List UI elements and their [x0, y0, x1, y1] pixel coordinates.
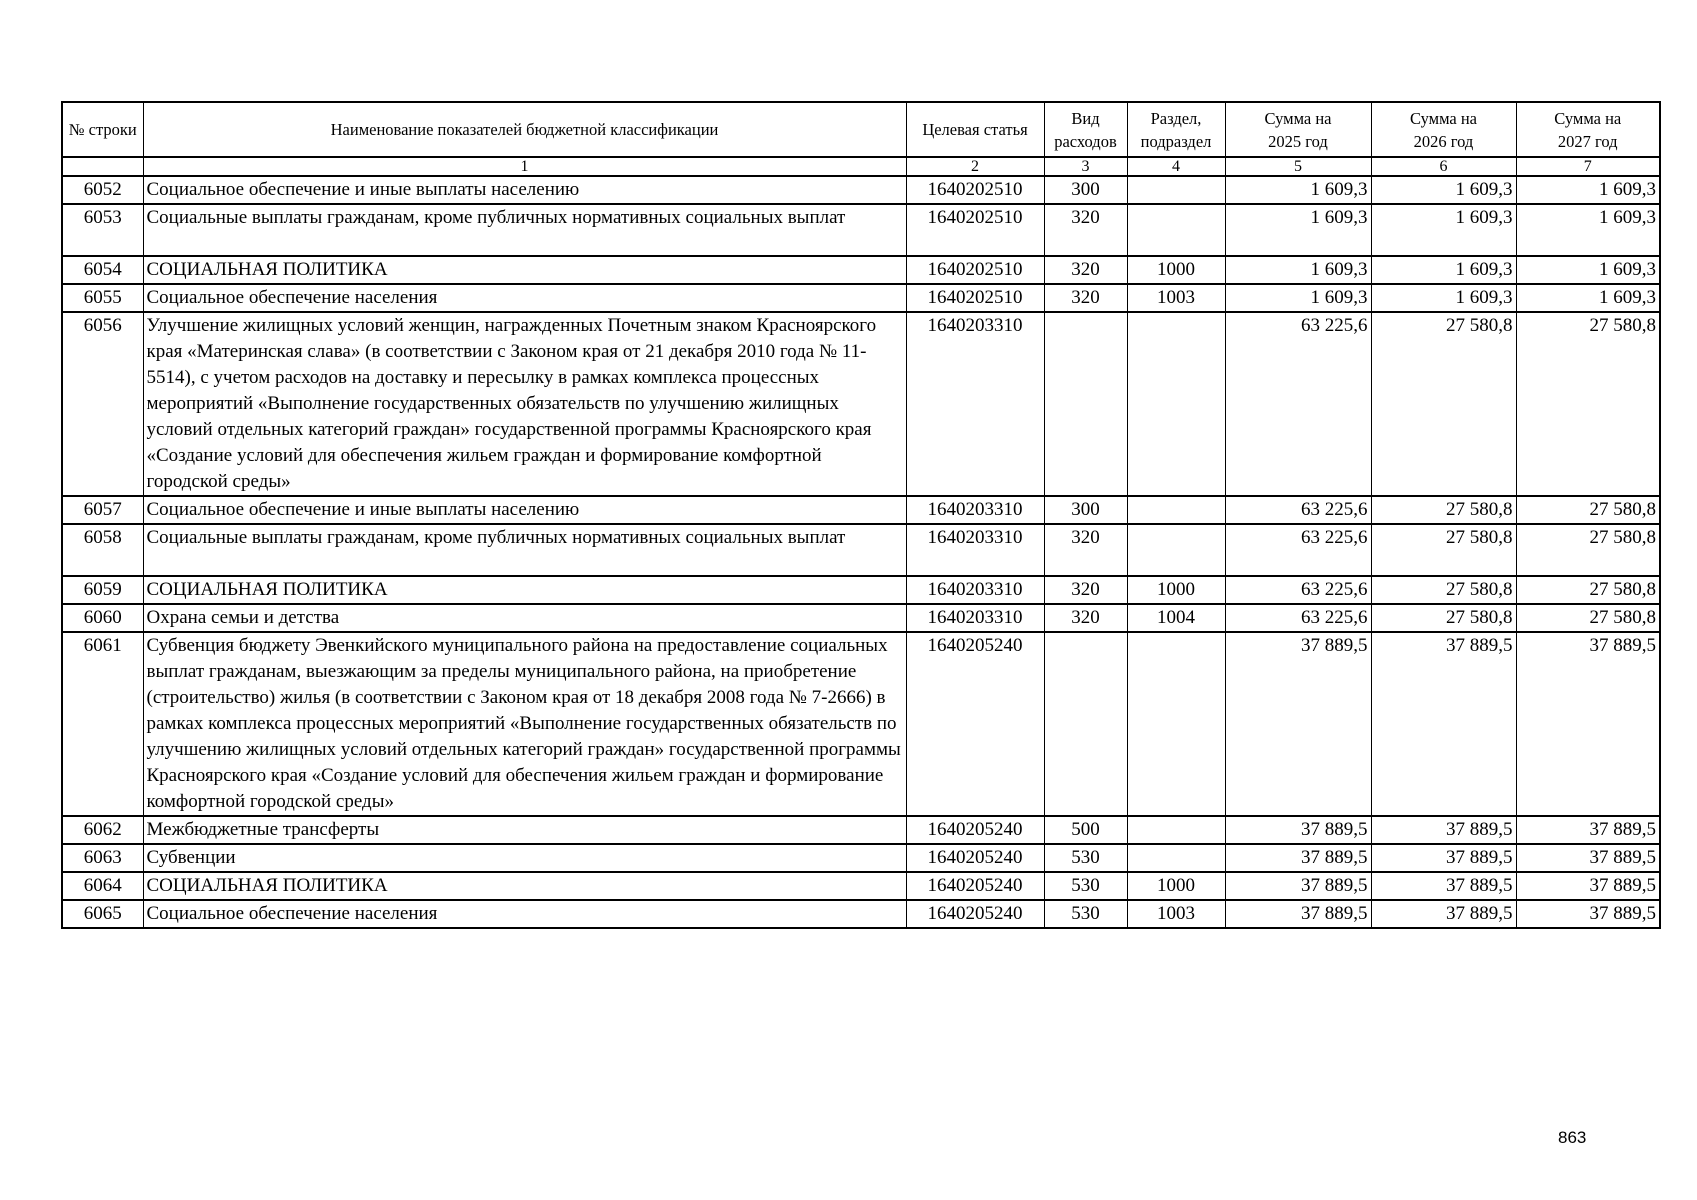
target-article-cell: 1640203310	[906, 524, 1044, 576]
section-cell: 1000	[1127, 256, 1225, 284]
sum-2026-cell: 1 609,3	[1371, 176, 1516, 204]
section-cell: 1000	[1127, 872, 1225, 900]
sum-2025-cell: 1 609,3	[1225, 256, 1371, 284]
sum-2026-cell: 1 609,3	[1371, 204, 1516, 256]
column-number: 7	[1516, 157, 1660, 176]
expense-kind-cell: 320	[1044, 576, 1127, 604]
header-row	[62, 102, 1660, 157]
target-article-cell: 1640205240	[906, 872, 1044, 900]
table-row	[62, 524, 1660, 576]
table-row	[62, 256, 1660, 284]
header-row-number-label: № строки	[68, 120, 137, 139]
column-numbers-row	[62, 157, 1660, 176]
row-number-cell: 6057	[62, 496, 143, 524]
expense-kind-cell: 320	[1044, 204, 1127, 256]
section-cell: 1003	[1127, 900, 1225, 928]
sum-2026-cell: 27 580,8	[1371, 496, 1516, 524]
expense-kind-cell	[1044, 312, 1127, 496]
sum-2025-cell: 37 889,5	[1225, 632, 1371, 816]
table-row	[62, 604, 1660, 632]
table-row	[62, 496, 1660, 524]
sum-2026-cell: 37 889,5	[1371, 900, 1516, 928]
header-row-number	[62, 102, 143, 157]
sum-2027-cell: 1 609,3	[1516, 256, 1660, 284]
indicator-name-cell: Охрана семьи и детства	[143, 604, 906, 632]
sum-2025-cell: 1 609,3	[1225, 284, 1371, 312]
sum-2026-cell: 37 889,5	[1371, 844, 1516, 872]
section-cell	[1127, 844, 1225, 872]
table-row	[62, 176, 1660, 204]
header-section	[1127, 102, 1225, 157]
sum-2026-cell: 27 580,8	[1371, 312, 1516, 496]
row-number-cell: 6063	[62, 844, 143, 872]
section-cell	[1127, 312, 1225, 496]
header-target-label: Целевая статья	[922, 120, 1028, 139]
target-article-cell: 1640205240	[906, 844, 1044, 872]
row-number-cell: 6059	[62, 576, 143, 604]
header-sum-2025-line1: Сумма на	[1264, 108, 1332, 128]
section-cell: 1004	[1127, 604, 1225, 632]
sum-2026-cell: 37 889,5	[1371, 872, 1516, 900]
row-number-cell: 6056	[62, 312, 143, 496]
expense-kind-cell: 500	[1044, 816, 1127, 844]
table-row	[62, 844, 1660, 872]
header-sum-2027-line1: Сумма на	[1554, 108, 1622, 128]
header-sum-2025-line2: 2025 год	[1268, 131, 1328, 151]
section-cell	[1127, 632, 1225, 816]
indicator-name-cell: Субвенция бюджету Эвенкийского муниципального района на предоставление социальных выплат гражданам, выезжающим за пределы муниципального района, на приобретение (строительство) жилья (в соответствии с Законом края от 18 декабря 2008 года № 7-2666) в рамках комплекса процессных мероприятий «Выполнение государственных обязательств по улучшению жилищных условий отдельных категорий граждан» государственной программы Красноярского края «Создание условий для обеспечения жильем граждан и формирование комфортной городской среды»	[143, 632, 906, 816]
sum-2026-cell: 27 580,8	[1371, 576, 1516, 604]
sum-2026-cell: 1 609,3	[1371, 284, 1516, 312]
expense-kind-cell: 300	[1044, 496, 1127, 524]
indicator-name-cell: СОЦИАЛЬНАЯ ПОЛИТИКА	[143, 872, 906, 900]
sum-2025-cell: 63 225,6	[1225, 576, 1371, 604]
table-row	[62, 816, 1660, 844]
row-number-cell: 6055	[62, 284, 143, 312]
expense-kind-cell	[1044, 632, 1127, 816]
expense-kind-cell: 320	[1044, 604, 1127, 632]
target-article-cell: 1640205240	[906, 900, 1044, 928]
header-name-label: Наименование показателей бюджетной классификации	[330, 120, 719, 139]
indicator-name-cell: Социальное обеспечение и иные выплаты населению	[143, 176, 906, 204]
sum-2027-cell: 1 609,3	[1516, 284, 1660, 312]
header-section-line1: Раздел,	[1150, 108, 1202, 128]
header-kind-line1: Вид	[1071, 108, 1100, 128]
indicator-name-cell: Улучшение жилищных условий женщин, награжденных Почетным знаком Красноярского края «Материнская слава» (в соответствии с Законом края от 21 декабря 2010 года № 11-5514), с учетом расходов на доставку и пересылку в рамках комплекса процессных мероприятий «Выполнение государственных обязательств по улучшению жилищных условий отдельных категорий граждан» государственной программы Красноярского края «Создание условий для обеспечения жильем граждан и формирование комфортной городской среды»	[143, 312, 906, 496]
row-number-cell: 6061	[62, 632, 143, 816]
table-row	[62, 632, 1660, 816]
row-number-cell: 6052	[62, 176, 143, 204]
section-cell	[1127, 496, 1225, 524]
section-cell: 1003	[1127, 284, 1225, 312]
header-expense-kind	[1044, 102, 1127, 157]
sum-2025-cell: 37 889,5	[1225, 816, 1371, 844]
sum-2027-cell: 27 580,8	[1516, 576, 1660, 604]
column-number-empty	[62, 157, 143, 176]
column-number: 3	[1044, 157, 1127, 176]
sum-2025-cell: 63 225,6	[1225, 524, 1371, 576]
header-sum-2025	[1225, 102, 1371, 157]
expense-kind-cell: 320	[1044, 256, 1127, 284]
target-article-cell: 1640202510	[906, 256, 1044, 284]
sum-2026-cell: 1 609,3	[1371, 256, 1516, 284]
sum-2026-cell: 27 580,8	[1371, 524, 1516, 576]
indicator-name-cell: СОЦИАЛЬНАЯ ПОЛИТИКА	[143, 256, 906, 284]
sum-2025-cell: 1 609,3	[1225, 204, 1371, 256]
sum-2027-cell: 37 889,5	[1516, 816, 1660, 844]
indicator-name-cell: Межбюджетные трансферты	[143, 816, 906, 844]
expense-kind-cell: 530	[1044, 900, 1127, 928]
target-article-cell: 1640205240	[906, 632, 1044, 816]
indicator-name-cell: Социальные выплаты гражданам, кроме публичных нормативных социальных выплат	[143, 204, 906, 256]
row-number-cell: 6062	[62, 816, 143, 844]
sum-2027-cell: 27 580,8	[1516, 604, 1660, 632]
target-article-cell: 1640202510	[906, 176, 1044, 204]
expense-kind-cell: 530	[1044, 872, 1127, 900]
header-sum-2026-line1: Сумма на	[1410, 108, 1477, 128]
indicator-name-cell: СОЦИАЛЬНАЯ ПОЛИТИКА	[143, 576, 906, 604]
column-number: 5	[1225, 157, 1371, 176]
budget-table	[61, 101, 1661, 929]
table-row	[62, 872, 1660, 900]
sum-2027-cell: 37 889,5	[1516, 844, 1660, 872]
sum-2025-cell: 37 889,5	[1225, 844, 1371, 872]
expense-kind-cell: 320	[1044, 524, 1127, 576]
section-cell	[1127, 176, 1225, 204]
indicator-name-cell: Социальные выплаты гражданам, кроме публичных нормативных социальных выплат	[143, 524, 906, 576]
row-number-cell: 6054	[62, 256, 143, 284]
indicator-name-cell: Социальное обеспечение населения	[143, 900, 906, 928]
header-sum-2026	[1371, 102, 1516, 157]
sum-2027-cell: 37 889,5	[1516, 900, 1660, 928]
sum-2027-cell: 27 580,8	[1516, 312, 1660, 496]
section-cell	[1127, 204, 1225, 256]
sum-2025-cell: 63 225,6	[1225, 496, 1371, 524]
table-row	[62, 900, 1660, 928]
target-article-cell: 1640202510	[906, 284, 1044, 312]
row-number-cell: 6053	[62, 204, 143, 256]
row-number-cell: 6064	[62, 872, 143, 900]
table-row	[62, 284, 1660, 312]
header-sum-2026-line2: 2026 год	[1413, 131, 1474, 151]
indicator-name-cell: Социальное обеспечение населения	[143, 284, 906, 312]
row-number-cell: 6058	[62, 524, 143, 576]
sum-2027-cell: 37 889,5	[1516, 632, 1660, 816]
header-target-article	[906, 102, 1044, 157]
row-number-cell: 6065	[62, 900, 143, 928]
section-cell	[1127, 524, 1225, 576]
sum-2025-cell: 63 225,6	[1225, 604, 1371, 632]
table-row	[62, 576, 1660, 604]
row-number-cell: 6060	[62, 604, 143, 632]
table-row	[62, 204, 1660, 256]
section-cell	[1127, 816, 1225, 844]
header-name	[143, 102, 906, 157]
sum-2027-cell: 27 580,8	[1516, 496, 1660, 524]
indicator-name-cell: Социальное обеспечение и иные выплаты населению	[143, 496, 906, 524]
section-cell: 1000	[1127, 576, 1225, 604]
header-section-line2: подраздел	[1140, 131, 1212, 151]
header-sum-2027-line2: 2027 год	[1557, 131, 1618, 151]
sum-2026-cell: 37 889,5	[1371, 632, 1516, 816]
sum-2025-cell: 63 225,6	[1225, 312, 1371, 496]
column-number: 2	[906, 157, 1044, 176]
sum-2026-cell: 27 580,8	[1371, 604, 1516, 632]
column-number: 4	[1127, 157, 1225, 176]
sum-2027-cell: 37 889,5	[1516, 872, 1660, 900]
header-sum-2027	[1516, 102, 1660, 157]
target-article-cell: 1640203310	[906, 604, 1044, 632]
table-row	[62, 312, 1660, 496]
indicator-name-cell: Субвенции	[143, 844, 906, 872]
expense-kind-cell: 530	[1044, 844, 1127, 872]
column-number: 1	[143, 157, 906, 176]
target-article-cell: 1640203310	[906, 312, 1044, 496]
target-article-cell: 1640203310	[906, 576, 1044, 604]
target-article-cell: 1640205240	[906, 816, 1044, 844]
sum-2025-cell: 37 889,5	[1225, 900, 1371, 928]
expense-kind-cell: 300	[1044, 176, 1127, 204]
sum-2026-cell: 37 889,5	[1371, 816, 1516, 844]
page-number: 863	[1558, 1128, 1587, 1147]
sum-2025-cell: 37 889,5	[1225, 872, 1371, 900]
sum-2027-cell: 1 609,3	[1516, 176, 1660, 204]
header-kind-line2: расходов	[1054, 131, 1117, 151]
target-article-cell: 1640202510	[906, 204, 1044, 256]
column-number: 6	[1371, 157, 1516, 176]
sum-2025-cell: 1 609,3	[1225, 176, 1371, 204]
expense-kind-cell: 320	[1044, 284, 1127, 312]
target-article-cell: 1640203310	[906, 496, 1044, 524]
sum-2027-cell: 1 609,3	[1516, 204, 1660, 256]
sum-2027-cell: 27 580,8	[1516, 524, 1660, 576]
